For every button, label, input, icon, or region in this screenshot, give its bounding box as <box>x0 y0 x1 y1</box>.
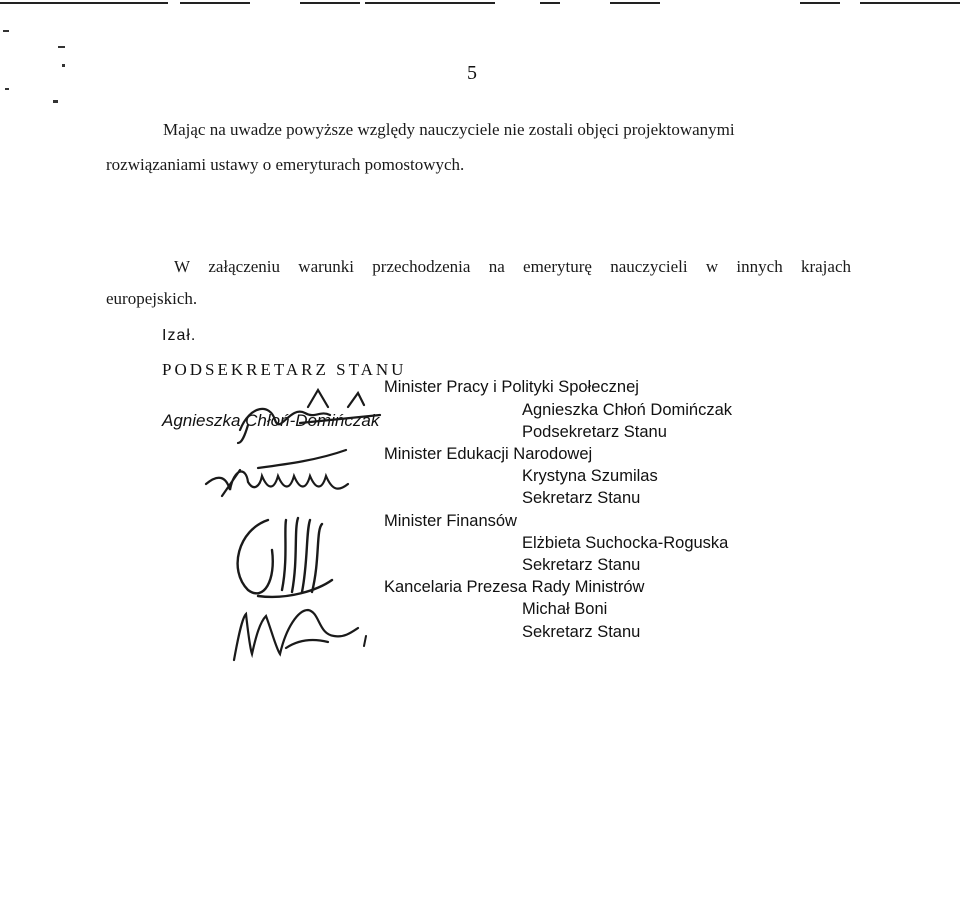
word: nauczycieli <box>610 257 688 276</box>
scan-speck <box>58 46 65 48</box>
scan-speck <box>62 64 65 67</box>
scan-rule <box>365 2 495 4</box>
ministry-name: Minister Edukacji Narodowej <box>384 445 593 463</box>
word: innych <box>736 257 783 276</box>
word: emeryturę <box>523 257 592 276</box>
signatory-person: Agnieszka Chłoń Domińczak <box>522 401 733 419</box>
word: w <box>705 257 719 276</box>
signatory-role: Sekretarz Stanu <box>522 489 641 507</box>
ministry-name: Minister Pracy i Polityki Społecznej <box>384 378 639 396</box>
scan-speck <box>53 100 58 103</box>
ministry-name: Kancelaria Prezesa Rady Ministrów <box>384 578 645 596</box>
scan-speck <box>5 88 9 90</box>
signatory-role: Sekretarz Stanu <box>522 623 641 641</box>
signatory-person: Krystyna Szumilas <box>522 467 658 485</box>
handwritten-signature-1 <box>230 385 400 445</box>
scan-rule <box>860 2 960 4</box>
signatory-person: Michał Boni <box>522 600 608 618</box>
scan-rule <box>180 2 250 4</box>
paragraph-1-line-2: rozwiązaniami ustawy o emeryturach pomostowych. <box>106 155 465 174</box>
scan-speck <box>3 30 9 32</box>
signatory-role: Podsekretarz Stanu <box>522 423 667 441</box>
paragraph-2-line-1 <box>106 257 851 277</box>
word: warunki <box>298 257 355 276</box>
enclosure-label: Izał. <box>162 327 197 344</box>
handwritten-signature-3 <box>228 510 338 600</box>
word: na <box>488 257 505 276</box>
word: krajach <box>800 257 851 276</box>
scan-rule <box>300 2 360 4</box>
page-number: 5 <box>467 62 477 84</box>
scan-rule <box>0 2 168 4</box>
scan-rule <box>610 2 660 4</box>
signatory-role: Sekretarz Stanu <box>522 556 641 574</box>
word: załączeniu <box>208 257 281 276</box>
handwritten-signature-4 <box>228 598 378 668</box>
signatory-name: Agnieszka Chłoń-Domińczak <box>162 411 380 430</box>
paragraph-2-line-2: europejskich. <box>106 289 198 308</box>
scan-rule <box>800 2 840 4</box>
signatory-title: PODSEKRETARZ STANU <box>162 360 407 379</box>
signatory-person: Elżbieta Suchocka-Roguska <box>522 534 729 552</box>
scan-rule <box>540 2 560 4</box>
word: przechodzenia <box>372 257 471 276</box>
handwritten-signature-2 <box>198 446 358 506</box>
paragraph-1-line-1: Mając na uwadze powyższe względy nauczyciele nie zostali objęci projektowanymi <box>163 120 735 139</box>
word: W <box>174 257 191 276</box>
ministry-name: Minister Finansów <box>384 512 517 530</box>
